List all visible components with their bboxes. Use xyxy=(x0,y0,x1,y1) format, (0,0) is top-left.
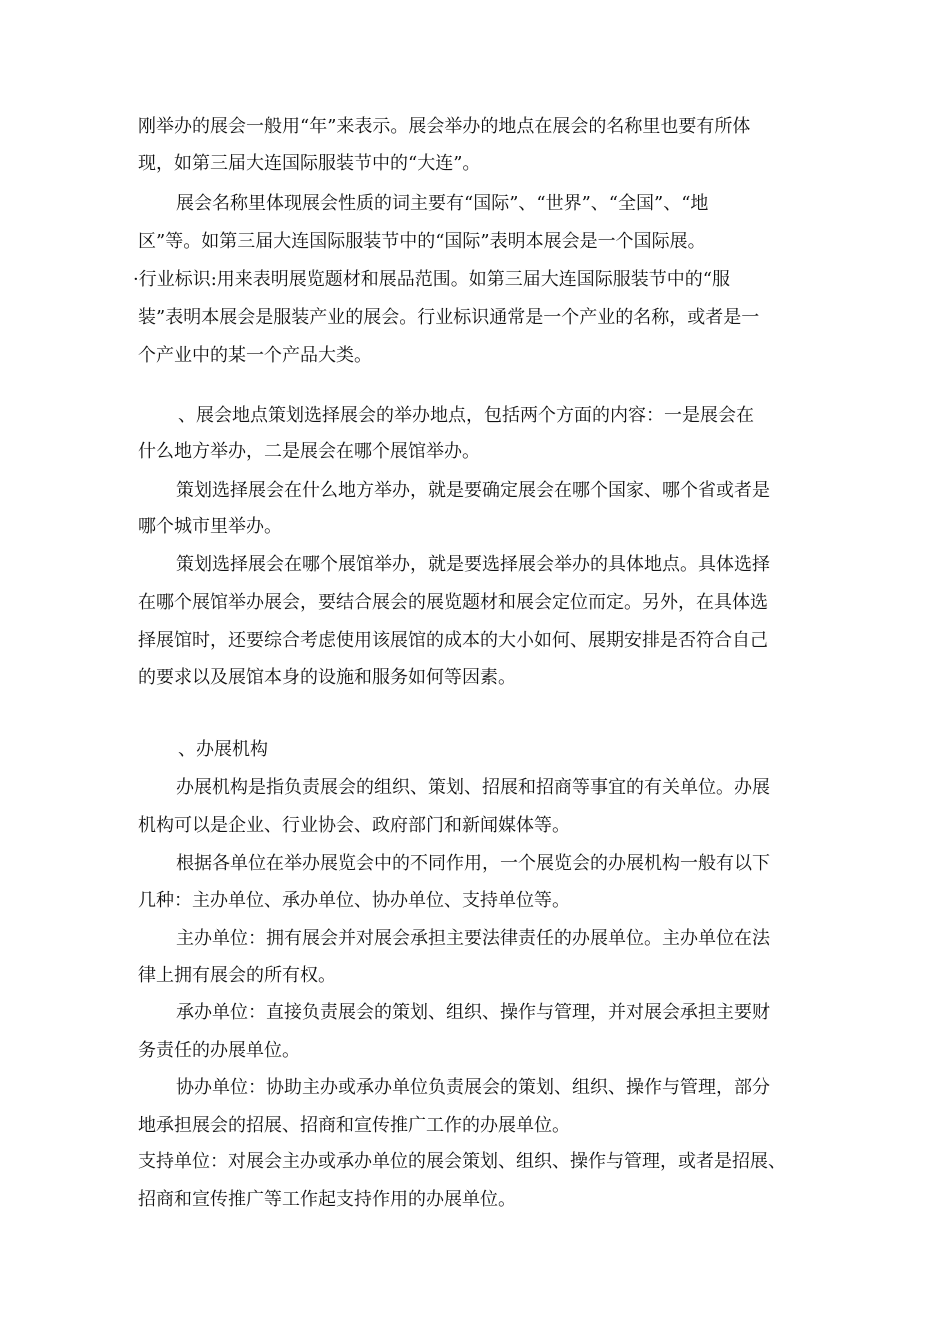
paragraph-line: 机构可以是企业、行业协会、政府部门和新闻媒体等。 xyxy=(138,815,570,836)
paragraph-line: 哪个城市里举办。 xyxy=(138,516,282,537)
paragraph-line: 装”表明本展会是服装产业的展会。行业标识通常是一个产业的名称，或者是一 xyxy=(138,307,760,328)
paragraph-line: 根据各单位在举办展览会中的不同作用，一个展览会的办展机构一般有以下 xyxy=(176,853,770,874)
paragraph-line: 展会名称里体现展会性质的词主要有“国际”、“世界”、“全国”、“地 xyxy=(176,193,709,214)
paragraph-line: 主办单位：拥有展会并对展会承担主要法律责任的办展单位。主办单位在法 xyxy=(176,928,770,949)
paragraph-line: 地承担展会的招展、招商和宣传推广工作的办展单位。 xyxy=(138,1115,570,1136)
paragraph-line: 招商和宣传推广等工作起支持作用的办展单位。 xyxy=(138,1189,516,1210)
paragraph-line: 区”等。如第三届大连国际服装节中的“国际”表明本展会是一个国际展。 xyxy=(138,231,706,252)
paragraph-line: 支持单位：对展会主办或承办单位的展会策划、组织、操作与管理，或者是招展、 xyxy=(138,1151,786,1172)
bullet-paragraph-line: ·行业标识:用来表明展览题材和展品范围。如第三届大连国际服装节中的“服 xyxy=(133,269,730,290)
paragraph-line: 协办单位：协助主办或承办单位负责展会的策划、组织、操作与管理，部分 xyxy=(176,1077,770,1098)
paragraph-line: 策划选择展会在哪个展馆举办，就是要选择展会举办的具体地点。具体选择 xyxy=(176,554,770,575)
paragraph-line: 办展机构是指负责展会的组织、策划、招展和招商等事宜的有关单位。办展 xyxy=(176,777,770,798)
section-paragraph-line: 、展会地点策划选择展会的举办地点，包括两个方面的内容：一是展会在 xyxy=(178,405,754,426)
paragraph-line: 的要求以及展馆本身的设施和服务如何等因素。 xyxy=(138,667,516,688)
paragraph-line: 个产业中的某一个产品大类。 xyxy=(138,345,372,366)
paragraph-line: 在哪个展馆举办展会，要结合展会的展览题材和展会定位而定。另外，在具体选 xyxy=(138,592,768,613)
paragraph-line: 几种：主办单位、承办单位、协办单位、支持单位等。 xyxy=(138,890,570,911)
paragraph-line: 现，如第三届大连国际服装节中的“大连”。 xyxy=(138,153,481,174)
section-heading: 、办展机构 xyxy=(178,739,268,760)
paragraph-line: 什么地方举办，二是展会在哪个展馆举办。 xyxy=(138,441,480,462)
paragraph-line: 刚举办的展会一般用“年”来表示。展会举办的地点在展会的名称里也要有所体 xyxy=(138,116,751,137)
paragraph-line: 择展馆时，还要综合考虑使用该展馆的成本的大小如何、展期安排是否符合自己 xyxy=(138,630,768,651)
paragraph-line: 务责任的办展单位。 xyxy=(138,1040,300,1061)
paragraph-line: 律上拥有展会的所有权。 xyxy=(138,965,336,986)
paragraph-line: 承办单位：直接负责展会的策划、组织、操作与管理，并对展会承担主要财 xyxy=(176,1002,770,1023)
paragraph-line: 策划选择展会在什么地方举办，就是要确定展会在哪个国家、哪个省或者是 xyxy=(176,480,770,501)
